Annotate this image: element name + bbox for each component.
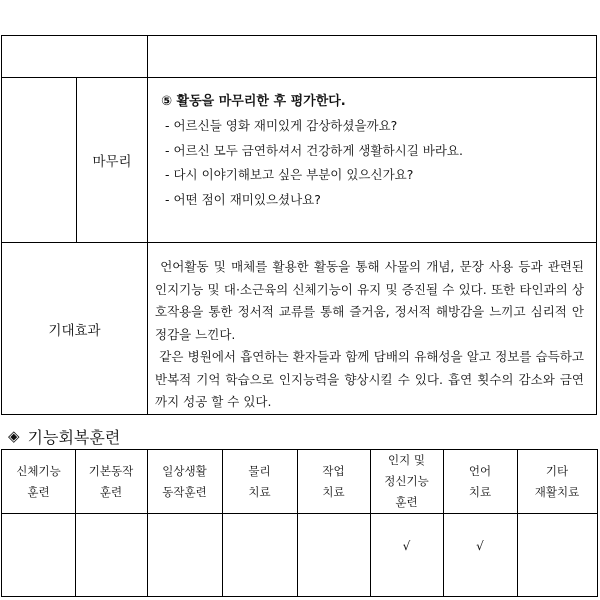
rehab-check-cell [75, 513, 148, 597]
rehab-column-header: 물리 치료 [222, 449, 298, 514]
rehab-column-header: 작업 치료 [297, 449, 371, 514]
top-blank-row-left [1, 35, 148, 78]
closing-left-spacer [1, 77, 77, 243]
rehab-check-cell [443, 513, 518, 597]
rehab-column-header: 기타 재활치료 [517, 449, 598, 514]
check-mark: √ [402, 539, 411, 553]
rehab-check-cell [222, 513, 298, 597]
rehab-section-title-text: 기능회복훈련 [27, 427, 121, 447]
rehab-column-header: 인지 및 정신기능 훈련 [370, 449, 444, 514]
rehab-check-cell [517, 513, 598, 597]
diamond-icon: ◈ [8, 427, 20, 445]
rehab-section-title [8, 425, 120, 447]
rehab-column-header: 기본동작 훈련 [75, 449, 148, 514]
rehab-column-header: 신체기능 훈련 [1, 449, 76, 514]
expected-effect-content [147, 242, 597, 415]
closing-label: 마무리 [76, 77, 148, 243]
expected-effect-paragraph: 같은 병원에서 흡연하는 환자들과 함께 담배의 유해성을 알고 정보를 습득하고 반복적 기억 학습으로 인지능력을 향상시킬 수 있다. 흡연 횟수의 감소와 금연까지 성공 할 수 있다. [155, 349, 588, 409]
expected-effect-label: 기대효과 [1, 242, 148, 415]
expected-effect-paragraph: 언어활동 및 매체를 활용한 활동을 통해 사물의 개념, 문장 사용 등과 관련된 인지기능 및 대·소근육의 신체기능이 유지 및 증진될 수 있다. 또한 타인과의 상호작용을 통한 정서적 교류를 통해 즐거움, 정서적 해방감을 느끼고 심리적 안정감을 느낀다. [155, 259, 588, 342]
closing-item-list [161, 114, 596, 212]
closing-item: - 어르신들 영화 재미있게 감상하셨을까요? [165, 118, 398, 133]
rehab-column-header: 일상생활 동작훈련 [147, 449, 223, 514]
closing-content [147, 77, 597, 243]
rehab-check-cell [1, 513, 76, 597]
rehab-check-cell [297, 513, 371, 597]
check-mark: √ [476, 539, 484, 553]
expected-effect-paragraphs [155, 256, 588, 414]
closing-item: - 다시 이야기해보고 싶은 부분이 있으신가요? [165, 167, 414, 182]
closing-item: - 어르신 모두 금연하셔서 건강하게 생활하시길 바라요. [165, 142, 463, 158]
rehab-check-cell [147, 513, 223, 597]
rehab-check-cell [370, 513, 444, 597]
top-blank-row-right [147, 35, 597, 78]
closing-item: - 어떤 점이 재미있으셨나요? [165, 191, 321, 207]
closing-heading: ⑤ 활동을 마무리한 후 평가한다. [161, 94, 346, 109]
rehab-column-header: 언어 치료 [443, 449, 518, 514]
